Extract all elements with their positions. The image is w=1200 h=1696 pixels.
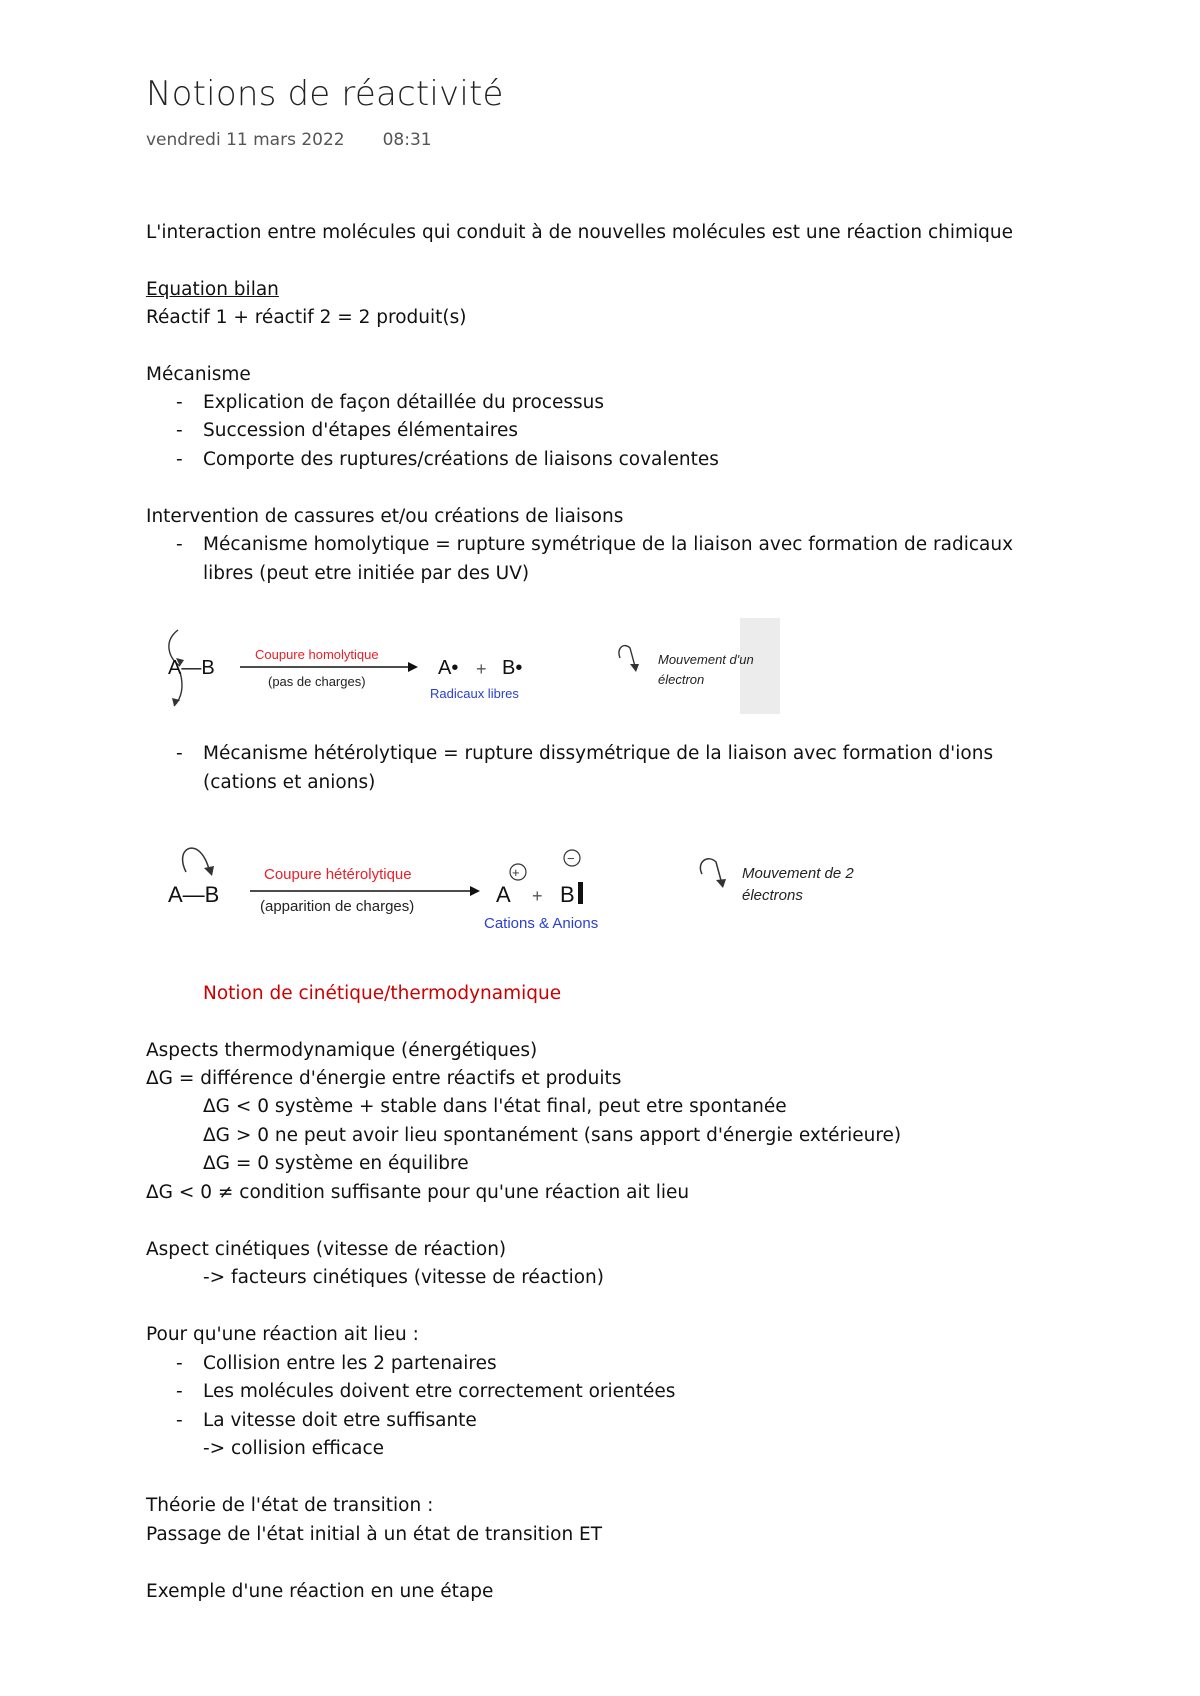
collision-efficace: -> collision efficace: [203, 1438, 384, 1459]
homolytic-diagram: [160, 618, 780, 714]
cinetique-aspect-heading: Aspect cinétiques (vitesse de réaction): [146, 1239, 507, 1260]
intro-text: L'interaction entre molécules qui conduit à de nouvelles molécules est une réaction chimique: [146, 222, 1014, 243]
heterolytic-plus: +: [532, 886, 543, 906]
homolytic-arrow-top-label: Coupure homolytique: [255, 647, 379, 662]
page-title: Notions de réactivité: [146, 74, 504, 114]
heterolytic-product-label: Cations & Anions: [484, 915, 599, 932]
mecanisme-item: Succession d'étapes élémentaires: [203, 420, 518, 441]
heterolytic-product-b: B: [560, 882, 575, 907]
deltag-negative: ΔG < 0 système + stable dans l'état final, peut etre spontanée: [203, 1096, 787, 1117]
equation-text: Réactif 1 + réactif 2 = 2 produit(s): [146, 307, 467, 328]
heterolytique-line2: (cations et anions): [203, 772, 376, 793]
deltag-condition: ΔG < 0 ≠ condition suffisante pour qu'une réaction ait lieu: [146, 1182, 690, 1203]
bullet-dash: -: [176, 534, 183, 555]
homolytique-line2: libres (peut etre initiée par des UV): [203, 563, 530, 584]
homolytic-product-label: Radicaux libres: [430, 686, 519, 701]
page-date: vendredi 11 mars 2022: [146, 130, 345, 150]
theorie-text: Passage de l'état initial à un état de transition ET: [146, 1524, 603, 1545]
deltag-zero: ΔG = 0 système en équilibre: [203, 1153, 469, 1174]
condition-item: La vitesse doit etre suffisante: [203, 1410, 477, 1431]
homolytic-product-b: B•: [502, 657, 523, 679]
bullet-dash: -: [176, 743, 183, 764]
homolytic-arrow-bottom-label: (pas de charges): [268, 674, 366, 689]
heterolytic-legend-line2: électrons: [742, 887, 803, 904]
heterolytic-charge-neg: −: [567, 851, 575, 866]
cinetique-sub: -> facteurs cinétiques (vitesse de réaction): [203, 1267, 604, 1288]
heterolytic-charge-pos: +: [512, 865, 520, 880]
heterolytic-legend-line1: Mouvement de 2: [742, 865, 854, 882]
heterolytic-reactant: A—B: [168, 882, 220, 907]
bullet-dash: -: [176, 1381, 183, 1402]
condition-item: Collision entre les 2 partenaires: [203, 1353, 497, 1374]
cinetique-heading: Notion de cinétique/thermodynamique: [203, 983, 562, 1004]
heterolytic-arrow-top-label: Coupure hétérolytique: [264, 866, 412, 883]
homolytic-reactant: A—B: [168, 657, 215, 679]
heterolytic-diagram: [160, 836, 880, 936]
homolytic-legend-line2: électron: [658, 672, 705, 687]
page-meta: [146, 130, 432, 150]
homolytic-product-a: A•: [438, 657, 459, 679]
bullet-dash: -: [176, 392, 183, 413]
intervention-heading: Intervention de cassures et/ou créations de liaisons: [146, 506, 624, 527]
bullet-dash: -: [176, 420, 183, 441]
page-time: 08:31: [382, 130, 432, 150]
bullet-dash: -: [176, 1353, 183, 1374]
theorie-heading: Théorie de l'état de transition :: [146, 1495, 434, 1516]
mecanisme-item: Explication de façon détaillée du processus: [203, 392, 605, 413]
bullet-dash: -: [176, 1410, 183, 1431]
heterolytique-line1: Mécanisme hétérolytique = rupture dissymétrique de la liaison avec formation d'ions: [203, 743, 994, 764]
electron-pair-bar-icon: [578, 882, 583, 904]
homolytique-line1: Mécanisme homolytique = rupture symétrique de la liaison avec formation de radicaux: [203, 534, 1014, 555]
mecanisme-item: Comporte des ruptures/créations de liaisons covalentes: [203, 449, 719, 470]
heterolytic-product-a: A: [496, 882, 511, 907]
conditions-heading: Pour qu'une réaction ait lieu :: [146, 1324, 419, 1345]
homolytic-plus: +: [476, 659, 487, 679]
exemple-heading: Exemple d'une réaction en une étape: [146, 1581, 494, 1602]
deltag-positive: ΔG > 0 ne peut avoir lieu spontanément (sans apport d'énergie extérieure): [203, 1125, 902, 1146]
mecanisme-heading: Mécanisme: [146, 364, 251, 385]
homolytic-legend-line1: Mouvement d'un: [658, 652, 754, 667]
heterolytic-arrow-bottom-label: (apparition de charges): [260, 898, 415, 915]
thermo-heading: Aspects thermodynamique (énergétiques): [146, 1040, 538, 1061]
deltag-definition: ΔG = différence d'énergie entre réactifs et produits: [146, 1068, 622, 1089]
equation-heading: Equation bilan: [146, 279, 279, 300]
bullet-dash: -: [176, 449, 183, 470]
condition-item: Les molécules doivent etre correctement orientées: [203, 1381, 676, 1402]
